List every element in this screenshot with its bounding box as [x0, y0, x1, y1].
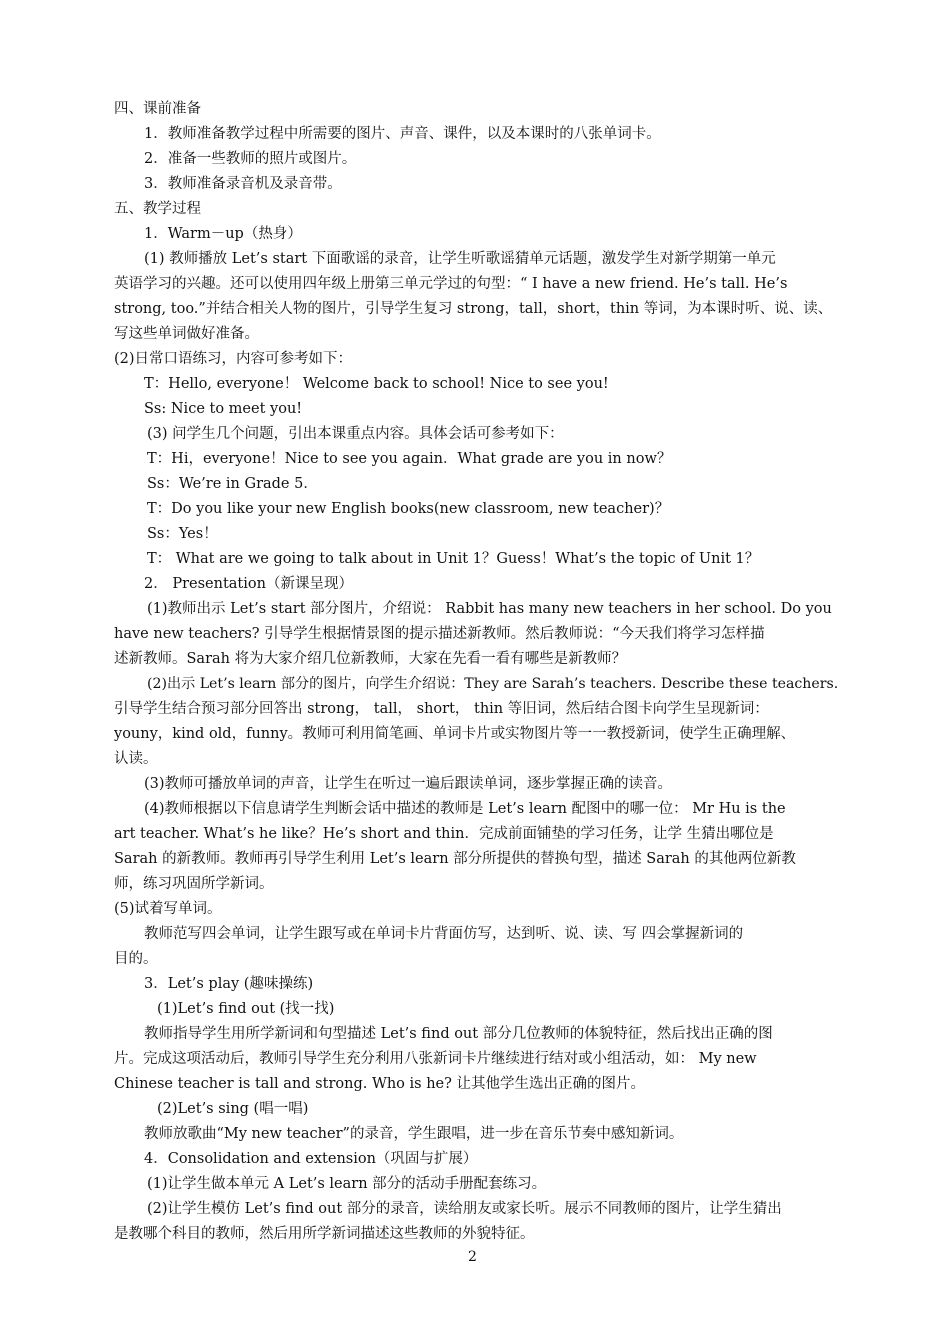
text-line: (5)试着写单词。 [114, 901, 222, 917]
dialogue-line: Ss：We’re in Grade 5． [147, 476, 318, 492]
text-line: 1．教师准备教学过程中所需要的图片、声音、课件，以及本课时的八张单词卡。 [144, 126, 661, 142]
text-line: (2)让学生模仿 Let’s find out 部分的录音，读给朋友或家长听。展示不同教师的图片，让学生猜出 [147, 1201, 782, 1217]
text-line: (4)教师根据以下信息请学生判断会话中描述的教师是 Let’s learn 配图中的哪一位： Mr Hu is the [144, 801, 786, 817]
dialogue-line: Ss：Yes！ [147, 526, 218, 542]
text-line: strong, too.”并结合相关人物的图片，引导学生复习 strong，tall，short，thin 等词，为本课时听、说、读、 [114, 301, 833, 317]
page-number: 2 [468, 1249, 477, 1265]
heading-preparation: 四、课前准备 [114, 101, 201, 117]
text-line: 片。完成这项活动后，教师引导学生充分利用八张新词卡片继续进行结对或小组活动，如： My new [114, 1051, 757, 1067]
text-line: Chinese teacher is tall and strong. Who is he? 让其他学生选出正确的图片。 [114, 1076, 646, 1092]
text-line: Sarah 的新教师。教师再引导学生利用 Let’s learn 部分所提供的替换句型，描述 Sarah 的其他两位新教 [114, 851, 796, 867]
text-line: (1)Let’s find out (找一找) [157, 1001, 335, 1017]
text-line: art teacher. What’s he like？He’s short and thin．完成前面铺垫的学习任务，让学 生猜出哪位是 [114, 826, 774, 842]
text-line: (2)出示 Let’s learn 部分的图片，向学生介绍说：They are Sarah’s teachers. Describe these teachers. [147, 676, 839, 692]
dialogue-line: T：Hello, everyone！ Welcome back to school! Nice to see you! [144, 376, 609, 392]
text-line: have new teachers? 引导学生根据情景图的提示描述新教师。然后教师说：“今天我们将学习怎样描 [114, 626, 765, 642]
text-line: 师，练习巩固所学新词。 [114, 876, 274, 892]
text-line: (1)让学生做本单元 A Let’s learn 部分的活动手册配套练习。 [147, 1176, 547, 1192]
dialogue-line: T：Do you like your new English books(new classroom, new teacher)？ [147, 501, 670, 517]
text-line: (1) 教师播放 Let’s start 下面歌谣的录音，让学生听歌谣猜单元话题，激发学生对新学期第一单元 [144, 251, 776, 267]
text-line: 4．Consolidation and extension（巩固与扩展） [144, 1151, 478, 1167]
text-line: 3．Let’s play (趣味操练) [144, 976, 314, 992]
text-line: 写这些单词做好准备。 [114, 326, 259, 342]
text-line: (2)日常口语练习，内容可参考如下： [114, 351, 353, 367]
text-line: 2．准备一些教师的照片或图片。 [144, 151, 357, 167]
text-line: (3) 问学生几个问题，引出本课重点内容。具体会话可参考如下： [147, 426, 564, 442]
text-line: 3．教师准备录音机及录音带。 [144, 176, 342, 192]
text-line: 1．Warm－up（热身） [144, 226, 302, 242]
text-line: 英语学习的兴趣。还可以使用四年级上册第三单元学过的句型：“ I have a new friend. He’s tall. He’s [114, 276, 788, 292]
text-line: (2)Let’s sing (唱一唱) [157, 1101, 309, 1117]
text-line: 教师范写四会单词，让学生跟写或在单词卡片背面仿写，达到听、说、读、写 四会掌握新词的 [144, 926, 744, 942]
dialogue-line: T： What are we going to talk about in Unit 1？Guess！What’s the topic of Unit 1？ [147, 551, 760, 567]
text-line: (3)教师可播放单词的声音，让学生在听过一遍后跟读单词，逐步掌握正确的读音。 [144, 776, 673, 792]
text-line: 是教哪个科目的教师，然后用所学新词描述这些教师的外貌特征。 [114, 1226, 535, 1242]
text-line: 教师指导学生用所学新词和句型描述 Let’s find out 部分几位教师的体貌特征，然后找出正确的图 [144, 1026, 773, 1042]
dialogue-line: Ss: Nice to meet you! [144, 401, 303, 417]
heading-teaching-process: 五、教学过程 [114, 201, 201, 217]
text-line: 目的。 [114, 951, 158, 967]
text-line: 认读。 [114, 751, 158, 767]
text-line: 2． Presentation（新课呈现） [144, 576, 353, 592]
text-line: (1)教师出示 Let’s start 部分图片，介绍说： Rabbit has many new teachers in her school. Do you [147, 601, 832, 617]
text-line: youny，kind old，funny。教师可利用简笔画、单词卡片或实物图片等一一教授新词，使学生正确理解、 [114, 726, 796, 742]
text-line: 教师放歌曲“My new teacher”的录音，学生跟唱，进一步在音乐节奏中感知新词。 [144, 1126, 684, 1142]
text-line: 述新教师。Sarah 将为大家介绍几位新教师，大家在先看一看有哪些是新教师？ [114, 651, 627, 667]
dialogue-line: T：Hi，everyone！Nice to see you again．What grade are you in now？ [147, 451, 672, 467]
text-line: 引导学生结合预习部分回答出 strong， tall， short， thin 等旧词，然后结合图卡向学生呈现新词： [114, 701, 769, 717]
